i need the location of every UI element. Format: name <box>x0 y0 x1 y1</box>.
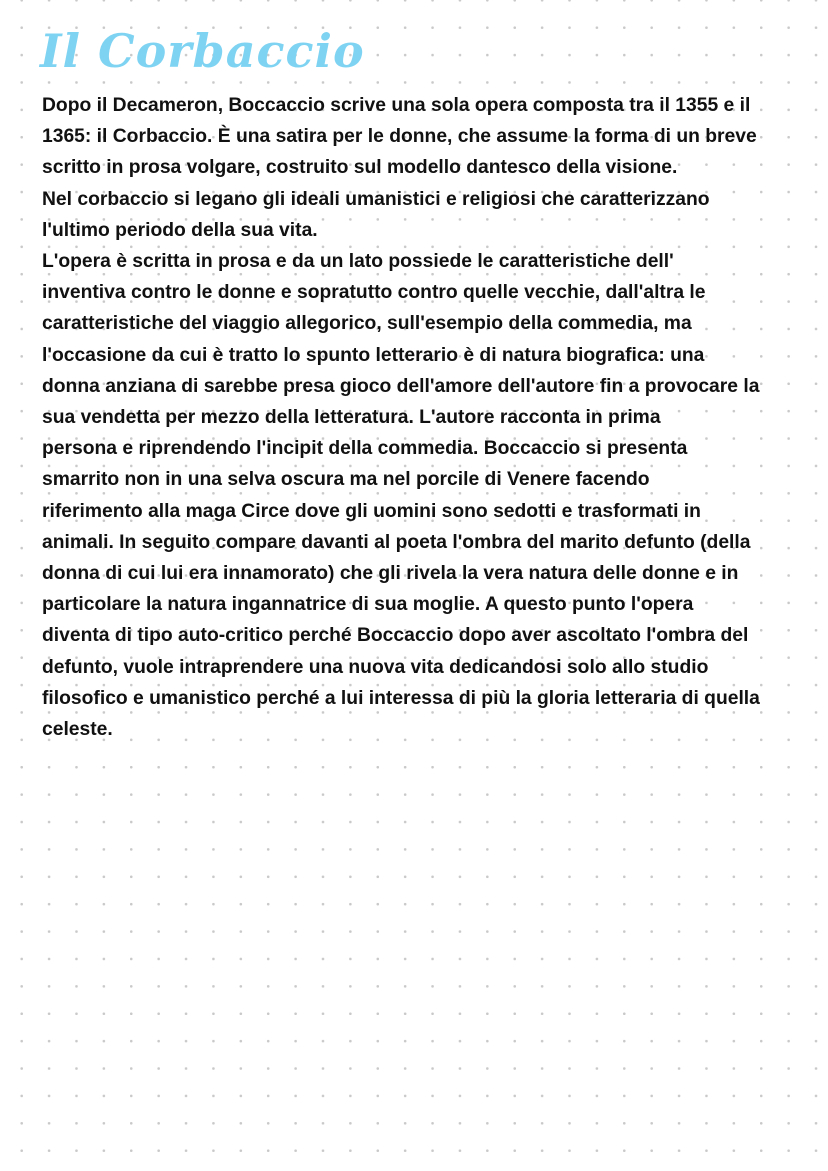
body-paragraph <box>42 90 812 745</box>
text-line: Nel corbaccio si legano gli ideali umanistici e religiosi che caratterizzano <box>42 188 710 210</box>
text-line: filosofico e umanistico perché a lui interessa di più la gloria letteraria di quella <box>42 687 760 709</box>
text-line: scritto in prosa volgare, costruito sul modello dantesco della visione. <box>42 157 678 179</box>
text-line: l'ultimo periodo della sua vita. <box>42 219 318 241</box>
text-line: Dopo il Decameron, Boccaccio scrive una sola opera composta tra il 1355 e il <box>42 95 751 116</box>
text-line: donna di cui lui era innamorato) che gli rivela la vera natura delle donne e in <box>42 563 739 585</box>
text-line: smarrito non in una selva oscura ma nel porcile di Venere facendo <box>42 469 650 491</box>
text-line: sua vendetta per mezzo della letteratura. L'autore racconta in prima <box>42 407 661 429</box>
text-line: inventiva contro le donne e sopratutto contro quelle vecchie, dall'altra le <box>42 282 706 304</box>
text-line: donna anziana di sarebbe presa gioco dell'amore dell'autore fin a provocare la <box>42 375 760 397</box>
text-line: 1365: il Corbaccio. È una satira per le donne, che assume la forma di un breve <box>42 126 757 148</box>
text-line: riferimento alla maga Circe dove gli uomini sono sedotti e trasformati in <box>42 500 701 522</box>
text-line: defunto, vuole intraprendere una nuova vita dedicandosi solo allo studio <box>42 656 709 678</box>
text-line: persona e riprendendo l'incipit della commedia. Boccaccio si presenta <box>42 438 688 460</box>
text-line: caratteristiche del viaggio allegorico, sull'esempio della commedia, ma <box>42 313 692 335</box>
text-line: l'occasione da cui è tratto lo spunto letterario è di natura biografica: una <box>42 344 705 366</box>
text-line: animali. In seguito compare davanti al poeta l'ombra del marito defunto (della <box>42 531 751 553</box>
page-title: Il Corbaccio <box>40 24 365 78</box>
text-line: particolare la natura ingannatrice di sua moglie. A questo punto l'opera <box>42 594 694 616</box>
text-line: celeste. <box>42 719 113 741</box>
text-line: diventa di tipo auto-critico perché Boccaccio dopo aver ascoltato l'ombra del <box>42 625 749 647</box>
text-line: L'opera è scritta in prosa e da un lato possiede le caratteristiche dell' <box>42 251 674 273</box>
